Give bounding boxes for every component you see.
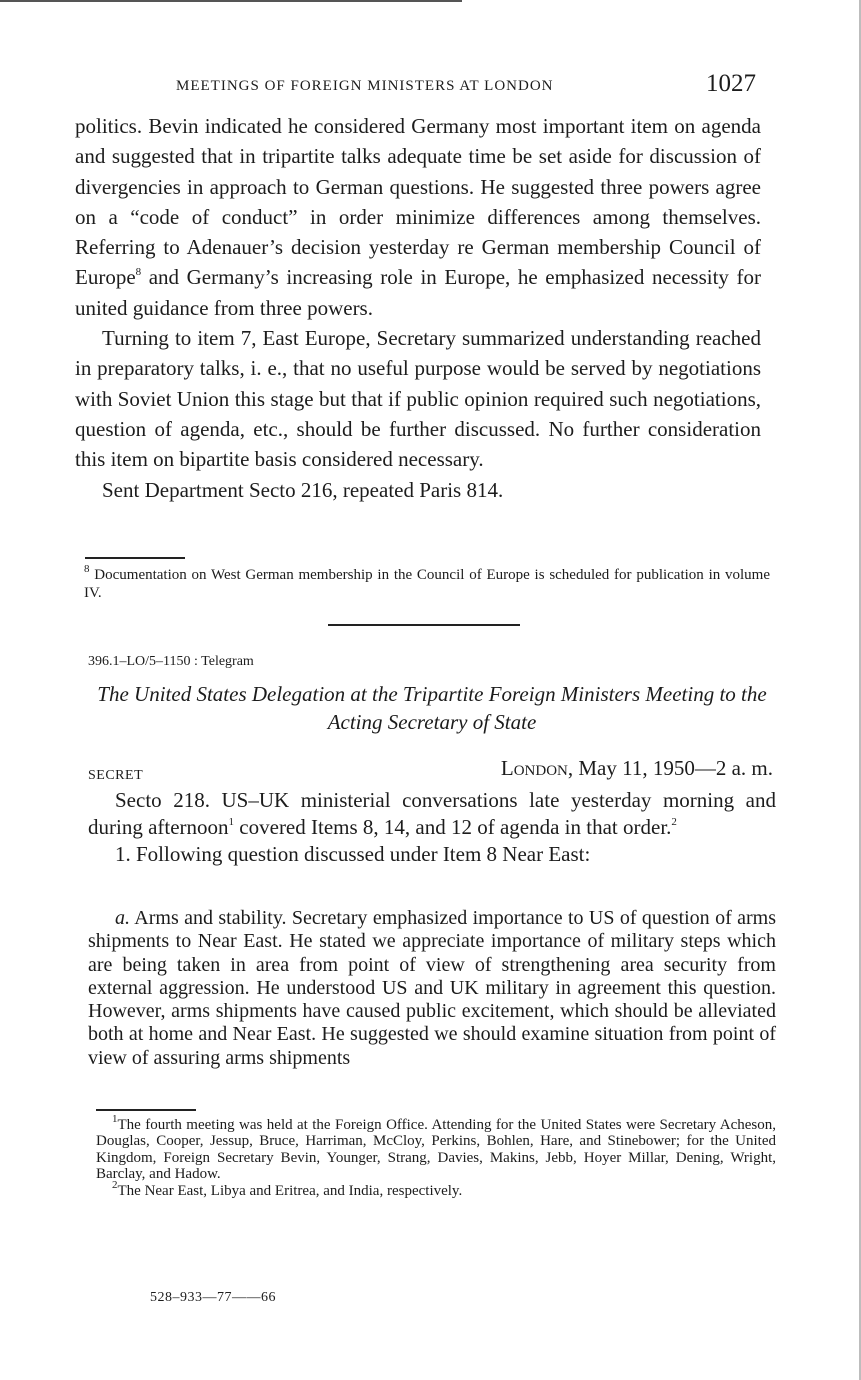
- footnote-ref-8: 8: [135, 266, 142, 279]
- document-title: The United States Delegation at the Tripartite Foreign Ministers Meeting to the Acting Secretary of State: [97, 682, 767, 734]
- paragraph-east-europe: Turning to item 7, East Europe, Secretary summarized understanding reached in preparatory talks, i. e., that no useful purpose would be served by negotiations with Soviet Union this stage but that if public opinion required such negotiations, question of agenda, etc., should be further discussed. No further consideration this item on bipartite basis considered necessary.: [75, 326, 761, 472]
- section-1-text: [75, 111, 761, 505]
- paragraph-arms-stability: a. Arms and stability. Secretary emphasized importance to US of question of arms shipments to Near East. He stated we appreciate importance of military steps which are being taken in area from point of view of strengthening area security from external aggression. He understood US and UK military in agreement this question. However, arms shipments have caused public excitement, which should be alleviated both at home and Near East. He suggested we should examine situation from point of view of assuring arms shipments: [88, 907, 776, 1069]
- printer-line: 528–933—77——66: [150, 1290, 276, 1305]
- file-reference: 396.1–LO/5–1150 : Telegram: [88, 654, 254, 669]
- dateline: [501, 756, 773, 781]
- classification-label: SECRET: [88, 768, 144, 783]
- dateline-place: London: [500, 756, 568, 780]
- page-header: [176, 70, 756, 104]
- footnote-8: $^8$ Documentation on West German membership in the Council of Europe is scheduled for publication in volume IV.: [84, 563, 770, 601]
- page-number: 1027: [706, 70, 756, 97]
- bottom-footnotes: [96, 1113, 776, 1199]
- top-edge-rule: [0, 0, 462, 2]
- section-divider: [328, 624, 520, 626]
- paragraph-item-8: 1. Following question discussed under Item 8 Near East:: [115, 842, 591, 866]
- footnote-rule: [85, 557, 185, 559]
- paragraph-sent-department: Sent Department Secto 216, repeated Paris 814.: [102, 477, 504, 502]
- running-title: MEETINGS OF FOREIGN MINISTERS AT LONDON: [176, 78, 554, 94]
- paragraph-bevin-germany: politics. Bevin indicated he considered Germany most important item on agenda and suggested that in tripartite talks adequate time be set aside for discussion of divergencies in approach to German questions. He suggested three powers agree on a “code of conduct” in order minimize differences among themselves. Referring to Adenauer’s decision yesterday re German membership Council of Europe$^8$ and Germany’s increasing role in Europe, he emphasized necessity for united guidance from three powers.: [75, 114, 761, 320]
- footnote-1: $^1$The fourth meeting was held at the Foreign Office. Attending for the United States were Secretary Acheson, Douglas, Cooper, Jessup, Bruce, Harriman, McCloy, Perkins, Bohlen, Hare, and Stinebower; for the United Kingdom, Foreign Secretary Bevin, Younger, Strang, Davies, Makins, Jebb, Hoyer Millar, Dening, Wright, Barclay, and Hadow.: [96, 1113, 776, 1183]
- section-2-text: [88, 787, 776, 868]
- footnote-2: $^2$The Near East, Libya and Eritrea, and India, respectively.: [112, 1178, 463, 1199]
- dateline-date: , May 11, 1950—2 a. m.: [567, 756, 773, 780]
- paragraph-secto-218: Secto 218. US–UK ministerial conversations late yesterday morning and during afternoon$^1$ covered Items 8, 14, and 12 of agenda in that order.$^2$: [88, 788, 776, 839]
- section-3-text: [88, 907, 776, 1070]
- footnote-ref-1: 1: [228, 816, 235, 828]
- footnote-ref-2: 2: [671, 816, 677, 828]
- footnote-rule-bottom: [96, 1109, 196, 1111]
- footnote-marker: 8: [84, 563, 90, 575]
